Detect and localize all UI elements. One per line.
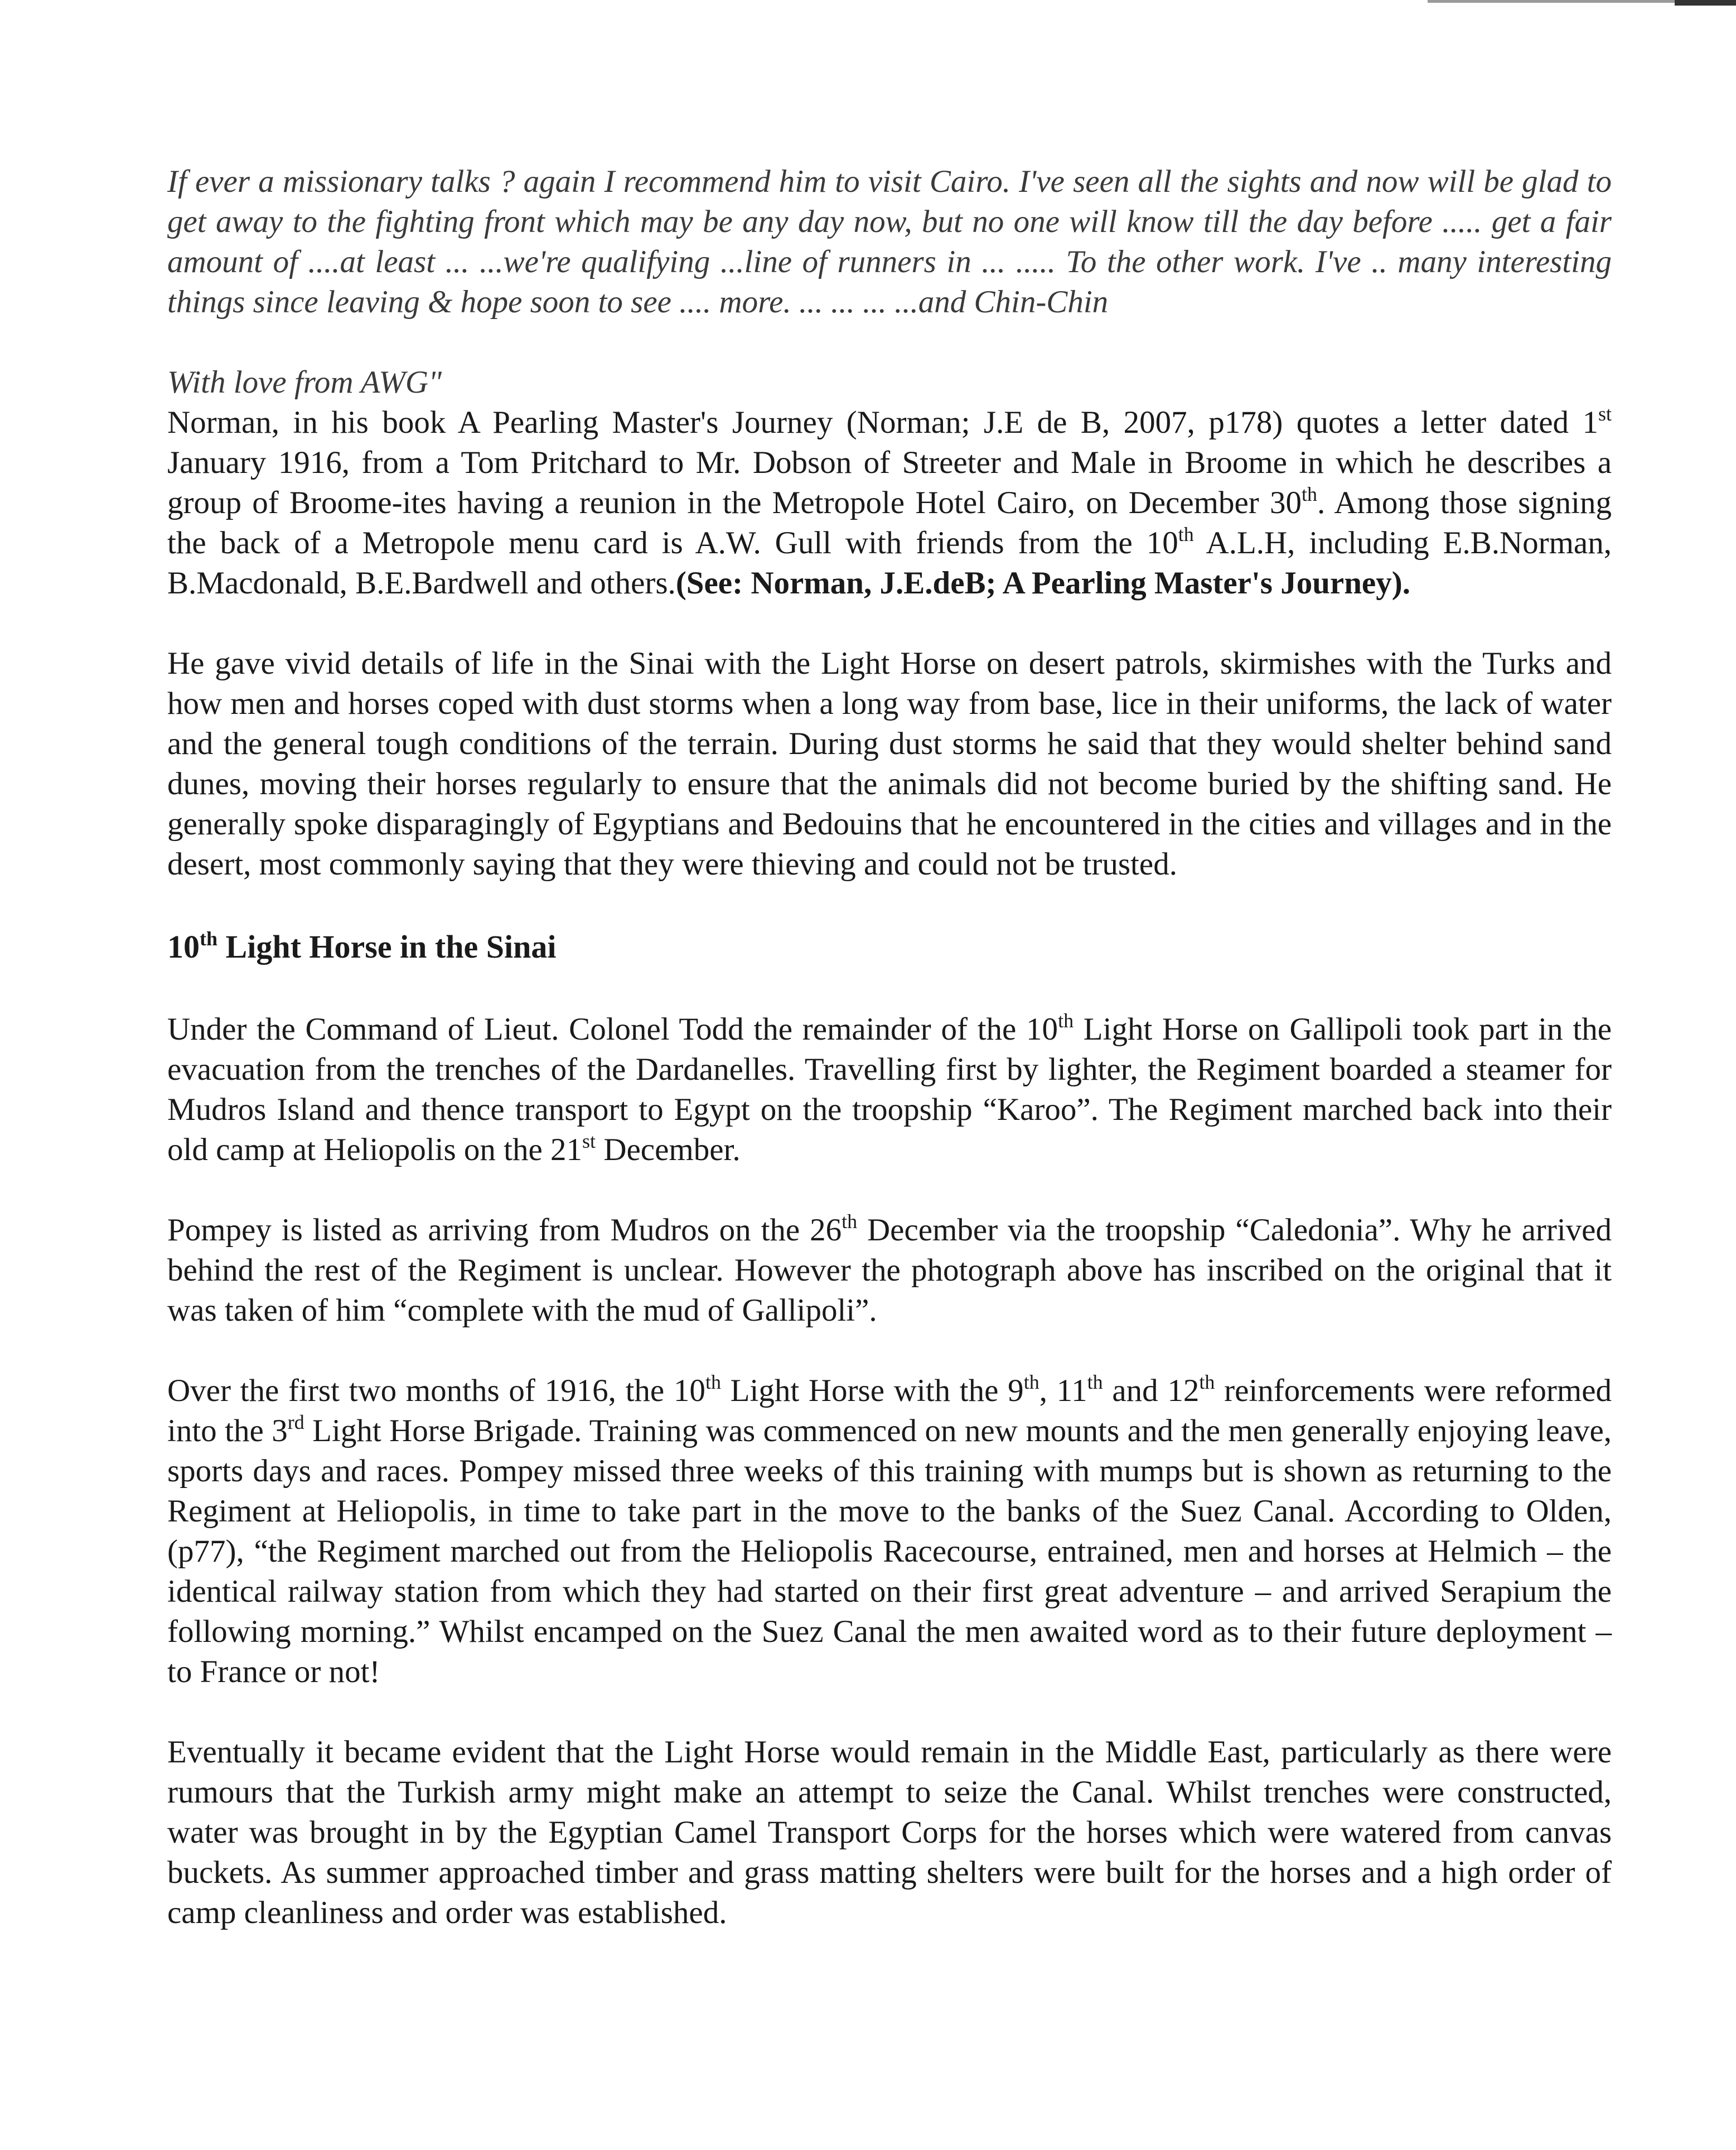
paragraph-pompey: Pompey is listed as arriving from Mudros on the 26th December via the troopship “Caledonia”. Why he arrived behind the rest of the Regiment is unclear. However the photograph above has inscribed on the original that it was taken of him “complete with the mud of Gallipoli”. xyxy=(167,1210,1612,1328)
paragraph-middle-east: Eventually it became evident that the Light Horse would remain in the Middle East, particularly as there were rumours that the Turkish army might make an attempt to seize the Canal. Whilst trenches were constructed, water was brought in by the Egyptian Camel Transport Corps for the horses which were watered from canvas buckets. As summer approached timber and grass matting shelters were built for the horses and a high order of camp cleanliness and order was established. xyxy=(167,1735,1612,1930)
paragraph-sinai-life: He gave vivid details of life in the Sinai with the Light Horse on desert patrols, skirmishes with the Turks and how men and horses coped with dust storms when a long way from base, lice in their uniforms, the lack of water and the general tough conditions of the terrain. During dust storms he said that they would shelter behind sand dunes, moving their horses regularly to ensure that the animals did not become buried by the shifting sand. He generally spoke disparagingly of Egyptians and Bedouins that he encountered in the cities and villages and in the desert, most commonly saying that they were thieving and could not be trusted. xyxy=(167,646,1612,882)
section-heading: 10th Light Horse in the Sinai xyxy=(167,927,557,965)
reference-citation: (See: Norman, J.E.deB; A Pearling Master's Journey). xyxy=(675,566,1410,601)
letter-signoff: With love from AWG" xyxy=(167,365,442,400)
document-page xyxy=(167,162,1612,1933)
letter-body: If ever a missionary talks ? again I recommend him to visit Cairo. I've seen all the sights and now will be glad to get away to the fighting front which may be any day now, but no one will know till the day before ..... get a fair amount of ....at least ... ...we're qualifying ...line of runners in ... ..... To the other work. I've .. many interesting things since leaving & hope soon to see .... more. ... ... ... ...and Chin-Chin xyxy=(167,164,1612,320)
scan-edge-line xyxy=(1428,0,1736,3)
paragraph-brigade: Over the first two months of 1916, the 10th Light Horse with the 9th, 11th and 12th reinforcements were reformed into the 3rd Light Horse Brigade. Training was commenced on new mounts and the men generally enjoying leave, sports days and races. Pompey missed three weeks of this training with mumps but is shown as returning to the Regiment at Heliopolis, in time to take part in the move to the banks of the Suez Canal. According to Olden, (p77), “the Regiment marched out from the Heliopolis Racecourse, entrained, men and horses at Helmich – the identical railway station from which they had started on their first great adventure – and arrived Serapium the following morning.” Whilst encamped on the Suez Canal the men awaited word as to their future deployment – to France or not! xyxy=(167,1371,1612,1689)
paragraph-evacuation: Under the Command of Lieut. Colonel Todd the remainder of the 10th Light Horse on Gallipoli took part in the evacuation from the trenches of the Dardanelles. Travelling first by lighter, the Regiment boarded a steamer for Mudros Island and thence transport to Egypt on the troopship “Karoo”. The Regiment marched back into their old camp at Heliopolis on the 21st December. xyxy=(167,1009,1612,1167)
scan-edge-mark xyxy=(1675,0,1736,6)
paragraph-norman: Norman, in his book A Pearling Master's Journey (Norman; J.E de B, 2007, p178) quotes a letter dated 1st January 1916, from a Tom Pritchard to Mr. Dobson of Streeter and Male in Broome in which he describes a group of Broome-ites having a reunion in the Metropole Hotel Cairo, on December 30th. Among those signing the back of a Metropole menu card is A.W. Gull with friends from the 10th A.L.H, including E.B.Norman, B.Macdonald, B.E.Bardwell and others.(See: Norman, J.E.deB; A Pearling Master's Journey). xyxy=(167,403,1612,601)
